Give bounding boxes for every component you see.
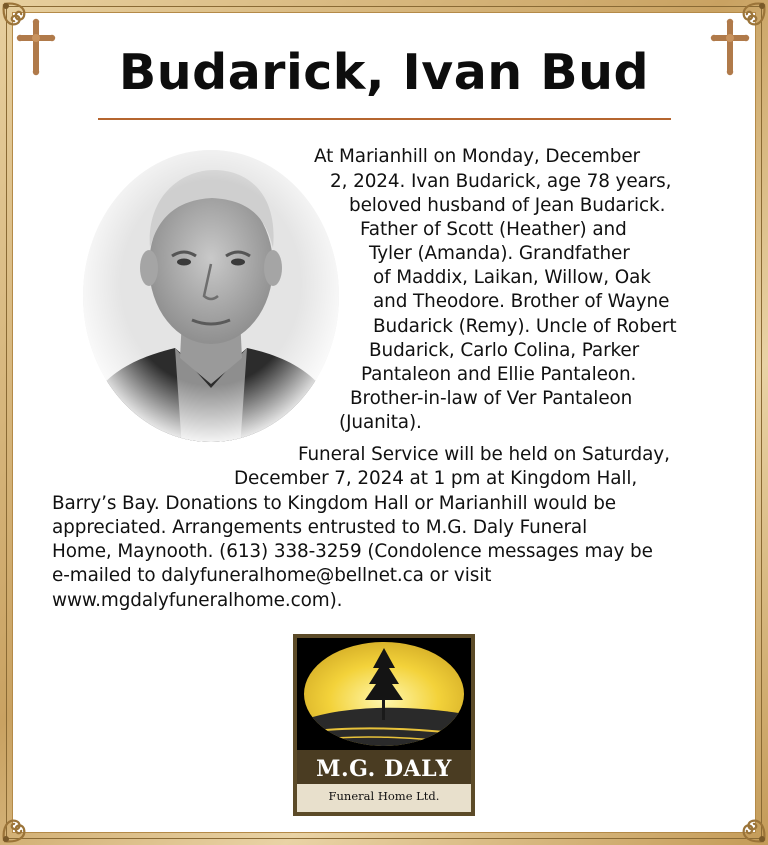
text-line: Tyler (Amanda). Grandfather xyxy=(369,243,630,264)
text-line: Budarick (Remy). Uncle of Robert xyxy=(373,316,677,337)
text-line: appreciated. Arrangements entrusted to M.G. Daly Funeral xyxy=(52,517,588,538)
portrait-photo xyxy=(80,148,342,448)
text-line: of Maddix, Laikan, Willow, Oak xyxy=(373,267,651,288)
text-line: At Marianhill on Monday, December xyxy=(314,146,640,167)
text-line: Funeral Service will be held on Saturday, xyxy=(298,444,670,465)
text-line: Budarick, Carlo Colina, Parker xyxy=(369,340,640,361)
text-line: Barry’s Bay. Donations to Kingdom Hall or Marianhill would be xyxy=(52,493,617,514)
text-line: Home, Maynooth. (613) 338-3259 (Condolence messages may be xyxy=(52,541,653,562)
text-line: Brother-in-law of Ver Pantaleon xyxy=(350,388,633,409)
text-line: e-mailed to dalyfuneralhome@bellnet.ca or visit xyxy=(52,565,492,586)
cross-icon xyxy=(710,18,750,76)
text-line: www.mgdalyfuneralhome.com). xyxy=(52,590,343,611)
cross-icon xyxy=(16,18,56,76)
corner-ornament-icon xyxy=(724,801,768,845)
title-divider xyxy=(98,118,671,120)
text-line: and Theodore. Brother of Wayne xyxy=(373,291,670,312)
text-line: December 7, 2024 at 1 pm at Kingdom Hall, xyxy=(234,468,638,489)
funeral-home-logo xyxy=(293,634,475,816)
page-title: Budarick, Ivan Bud xyxy=(118,44,650,101)
text-line: (Juanita). xyxy=(339,412,422,433)
logo-name: M.G. DALY xyxy=(316,756,452,782)
text-line: beloved husband of Jean Budarick. xyxy=(349,195,666,216)
logo-subtitle: Funeral Home Ltd. xyxy=(328,789,440,803)
corner-ornament-icon xyxy=(0,801,44,845)
text-line: Pantaleon and Ellie Pantaleon. xyxy=(361,364,637,385)
text-line: 2, 2024. Ivan Budarick, age 78 years, xyxy=(330,171,672,192)
text-line: Father of Scott (Heather) and xyxy=(360,219,627,240)
